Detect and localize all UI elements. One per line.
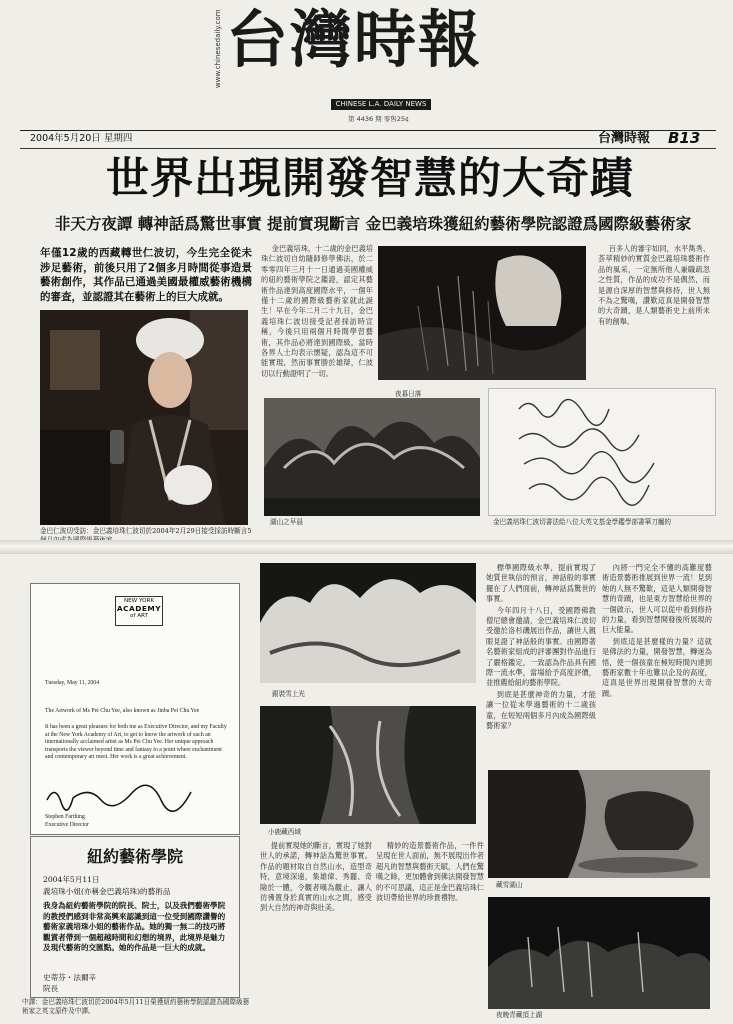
- column-4-paragraph-2: 今年四月十八日，受國際佛教僧尼總會邀請，金巴義培珠仁波切受邀於洛杉磯展出作品，讓世人親眼見證了神話般的事實。由國際著名藝術家組成的評審團對作品進行了嚴格鑑定，一致認為作品具有國際一流水準，當場給予高度評價，並推薦給紐約藝術學院。: [486, 605, 596, 688]
- translation-document: [30, 836, 240, 998]
- column-5-paragraph-2: 到底這是甚麼樣的力量？這就是佛法的力量，開發智慧，轉迷為悟，使一個孩童在極短時間內達到藝術家數十年也難以企及的高度，這真是世界出現開發智慧的大奇蹟。: [602, 636, 712, 698]
- mountain-photo: [264, 398, 480, 516]
- signatures-caption: 金巴義培珠仁波切書法給八位大英文基金學鑑學部書筆刀屬的: [493, 518, 672, 526]
- lead-photo-caption: 金巴仁波切受訪：金巴義培珠仁波切於2004年2月29日接受採訪時斷言5: [40, 527, 252, 535]
- translation-signer: 史蒂芬・法爾辛: [43, 973, 97, 982]
- column-middle-paragraph: 提前實現她的斷言，實現了她對世人的承諾，轉神話為驚世事實。作品的題材取自自然山水，造型奇特，意境深遠，集雄偉、秀麗、奇險於一體，令觀者嘆為觀止，讓人彷彿置身於真實的山水之間，感受到大自然的神奇與壯美。: [260, 841, 372, 913]
- masthead-url: www.chinesedaily.com: [214, 9, 222, 88]
- academy-logo: [115, 596, 163, 626]
- letter-date: Tuesday, May 11, 2004: [45, 680, 100, 686]
- snow-photo-caption: 銀裝雪上光: [272, 690, 305, 698]
- letter-subject: The Artwork of Ms Pei Chu Yee, also known as Jinba Pei Chu Yee: [45, 708, 200, 714]
- masthead-subtitle: CHINESE L.A. DAILY NEWS: [331, 99, 431, 110]
- column-middle-2-paragraph: 精妙的造景藝術作品，一件件呈現在世人面前，無不展現出作者超凡的智慧與藝術天賦，人們在驚嘆之餘，更加體會到佛法開發智慧的不可思議，這正是金巴義培珠仁波切帶給世界的珍貴禮物。: [376, 841, 484, 903]
- night-photo-caption: 夜晚青藏頂上湖: [496, 1011, 543, 1019]
- lead-photo: [40, 310, 248, 525]
- translation-body: 我身為紐約藝術學院的院長、院士，以及我們藝術學院的教授們感到非常高興來認識到這一位受到國際讚譽的藝術家義培珠小姐的藝術作品。她的獨一無二的技巧將觀賞者帶到一個超越時間和幻想的境界，此境界是魅力及現代藝術的交匯點。她的作品是一巨大的成就。: [43, 901, 226, 952]
- gorge-scene: [260, 706, 476, 824]
- gorge-photo-caption: 小鹿藏西域: [268, 828, 301, 836]
- lake-photo: [488, 770, 710, 878]
- mountain-scene: [264, 398, 480, 516]
- column-3-paragraph: 百多人的審字如同，水平雋秀、荟萃精妙的實質金巴義培珠藝術作品的風采，一定無所他人兼職疏忽之性質，作品的成功不是偶然，而是源自深厚的智慧與修持，世人無不為之驚嘆，讚歎這真是開發智慧的大奇蹟，是人類藝術史上前所未有的創舉。: [598, 244, 710, 326]
- mountain-photo-caption: 湖山之早晨: [270, 518, 303, 526]
- signature-mark: [41, 780, 201, 812]
- column-2-paragraph: 金巴義培珠，十二歲的金巴義培珠仁波切自幼隨師修學佛法，於二零零四年三月十一日通過美國權威的紐約藝術學院之鑑證，認定其藝術作品達到高度國際水平，一個年僅十二歲的國際級藝術家就此誕生！早在今年二月二十九日，金巴義培珠仁波切接受記者採訪時宣稱，今後只用兩個月時間學習藝術，其作品必將達到國際級，當時各界人士均表示懷疑，認為這不可能實現，然而事實勝於雄辯，仁波切以行動證明了一切。: [261, 244, 373, 378]
- night-photo: [488, 897, 710, 1009]
- signatures-photo: [488, 388, 716, 516]
- logo-line-1: NEW YORK: [123, 598, 155, 604]
- translation-title: 紐約藝術學院: [86, 847, 183, 866]
- article-column-3: [598, 244, 710, 384]
- masthead-issue: 第 4436 期 零售25¢: [348, 115, 410, 123]
- river-scene: [378, 246, 586, 380]
- dateline-rule: [20, 148, 716, 149]
- article-column-5: [602, 563, 712, 761]
- bottom-caption: 中譯：金巴義培珠仁波切於2004年5月11日榮獲紐約藝術學院認證為國際級藝術家之英文原件及中譯。: [22, 998, 250, 1015]
- translation-date: 2004年5月11日: [43, 875, 100, 884]
- headline: 世界出現開發智慧的大奇蹟: [106, 154, 634, 204]
- column-4-paragraph-1: 標準國際級水準，提前實現了她質世執信的預言，神話般的事實擺在了人們面前，轉神話爲驚世的事實。: [486, 563, 596, 604]
- masthead-title: 台灣時報: [226, 3, 483, 76]
- river-photo: [378, 246, 586, 380]
- night-scene: [488, 897, 710, 1009]
- article-column-2: [261, 244, 373, 388]
- portrait-illustration: [40, 310, 248, 525]
- translation-signer-title: 院長: [43, 984, 59, 993]
- snow-scene: [260, 563, 476, 683]
- article-column-4: [486, 563, 596, 761]
- letter-body: It has been a great pleasure for both me as Executive Director, and my Faculty at the New York Academy of Art, to get to know the artwork of such an internationally acclaimed artist as Ms Pei Chu Yee. Her unique approach transports the viewer beyond time and fantasy to a point where enchantment and contemporary art meet. Her work is a great achievement.: [45, 724, 227, 761]
- subheadline: 非天方夜譚 轉神話爲驚世事實 提前實現斷言 金巴義培珠獲紐約藝術學院認證爲國際級藝術家: [54, 215, 692, 233]
- letter-signer-title: Executive Director: [45, 822, 89, 828]
- article-column-middle: [260, 841, 372, 1019]
- dateline-paper-name: 台灣時報: [598, 131, 651, 146]
- page-number: B13: [668, 129, 701, 147]
- lead-paragraph: 年僅12歲的西藏轉世仁波切，今生完全從未涉足藝術，前後只用了2個多月時間從事造景藝術創作，其作品已通過美國最權威藝術機構的審查，並認證其在藝術上的巨大成就。: [40, 247, 252, 303]
- logo-line-3: of ART: [130, 612, 148, 619]
- page-fold: [0, 540, 733, 554]
- signature-scribbles: [489, 389, 715, 515]
- dateline-date: 2004年5月20日 星期四: [30, 133, 133, 144]
- snow-photo: [260, 563, 476, 683]
- letter-signer: Stephen Farthing: [45, 814, 85, 820]
- lake-scene: [488, 770, 710, 878]
- lake-photo-caption: 藏雪湖山: [496, 881, 523, 889]
- translation-subject: 義培珠小姐(亦稱金巴義培珠)的藝術品: [43, 887, 171, 896]
- river-photo-caption: 夜暮日落: [395, 390, 422, 398]
- column-5-paragraph-1: 內將一門完全不懂的高難度藝術造景藝術推展到世界一流！見到她的人無不驚歎，這是人類開發智慧的奇蹟，也是東方智慧給世界的一個啟示，世人可以從中看到修持的力量，看到智慧開發後所展現的巨大能量。: [602, 563, 712, 635]
- article-column-middle-2: [376, 841, 484, 1019]
- gorge-photo: [260, 706, 476, 824]
- letter-document: [30, 583, 240, 835]
- column-4-paragraph-3: 到底是甚麼神奇的力量，才能讓一位從未學過藝術的十二歲孩童，在短短兩個多月內成為國際級藝術家？: [486, 689, 596, 731]
- logo-line-2: ACADEMY: [116, 604, 162, 614]
